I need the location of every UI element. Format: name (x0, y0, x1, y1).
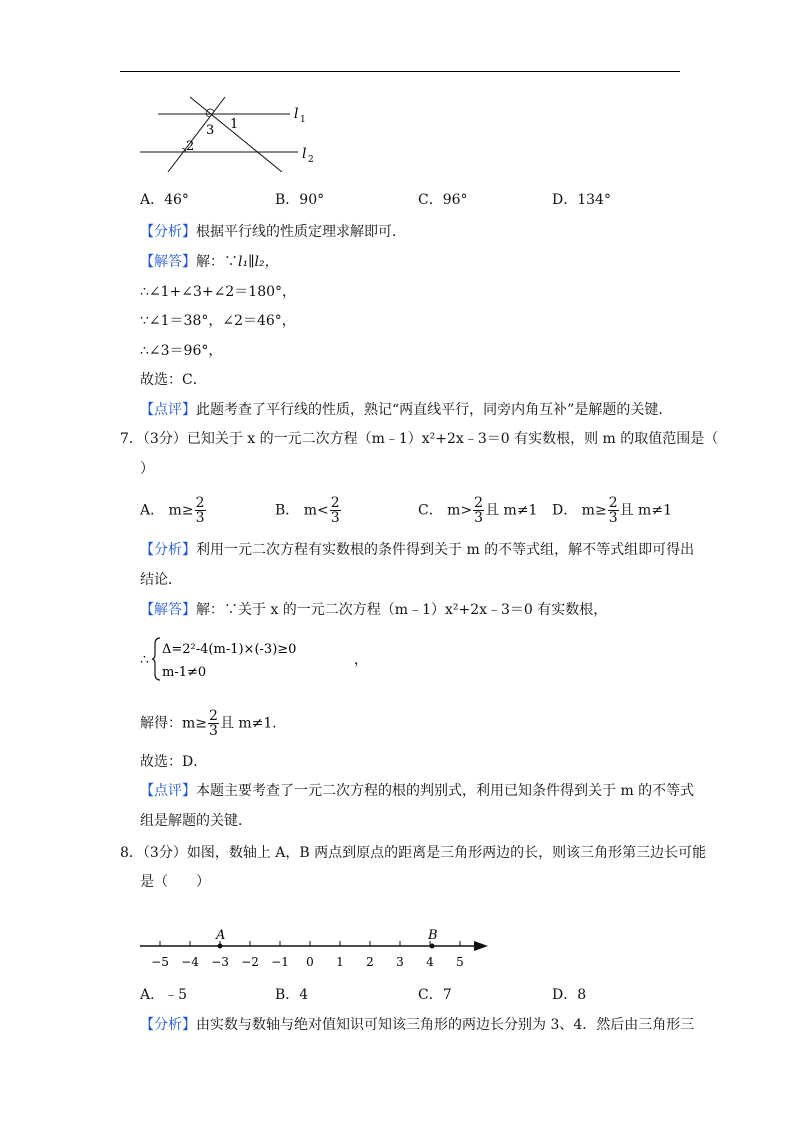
q8-option-c: C．7 (418, 987, 452, 1003)
q8-option-a: A．﹣5 (140, 987, 188, 1003)
q6-option-b: B．90° (275, 192, 325, 208)
q7-option-c: C． m> $\frac{2}{3}$ 且 m≠1 (418, 495, 538, 526)
q7-system-comma: ， (354, 652, 368, 668)
q6-step3: ∴∠3＝96°， (140, 343, 223, 359)
number-line-figure (130, 922, 500, 972)
tick-label: 5 (456, 955, 464, 969)
transversal-1 (168, 97, 225, 172)
tick-label: 3 (396, 955, 404, 969)
q8-stem-line2: 是（ ） (140, 874, 210, 890)
tick-label: −3 (211, 955, 229, 969)
q8-option-b: B．4 (275, 987, 309, 1003)
label-l1-sub: 1 (300, 115, 306, 125)
q7-analysis-line1: 【分析】利用一元二次方程有实数根的条件得到关于 m 的不等式组，解不等式组即可得出 (140, 542, 695, 558)
tick-label: 4 (426, 955, 434, 969)
q7-stem-line2: ） (140, 461, 154, 477)
q7-option-a: A． m≥ $\frac{2}{3}$ (140, 495, 205, 526)
tick-label: 0 (306, 955, 314, 969)
q7-analysis-line2: 结论． (140, 572, 182, 588)
parallel-lines-figure (130, 92, 330, 172)
q6-option-c: C．96° (418, 192, 468, 208)
q7-inequality-system (152, 634, 372, 684)
point-b-dot (430, 944, 435, 949)
system-line1: Δ=2²-4(m-1)×(-3)≥0 (162, 642, 297, 657)
q6-step2: ∵∠1＝38°，∠2＝46°， (140, 313, 296, 329)
q7-comment-line2: 组是解题的关键． (140, 813, 252, 829)
angle-1-label: 1 (230, 117, 239, 132)
point-b-label: B (428, 928, 438, 943)
q6-option-d: D．134° (552, 192, 611, 208)
number-line-arrow (474, 941, 488, 951)
tick-label: 2 (366, 955, 374, 969)
header-rule (120, 71, 680, 72)
q6-choose: 故选：C． (140, 372, 207, 388)
q7-choose: 故选：D． (140, 754, 208, 770)
q8-analysis: 【分析】由实数与数轴与绝对值知识可知该三角形的两边长分别为 3、4．然后由三角形三 (140, 1017, 695, 1033)
transversal-2 (190, 97, 282, 172)
q7-comment-line1: 【点评】本题主要考查了一元二次方程的根的判别式，利用已知条件得到关于 m 的不等式 (140, 783, 695, 799)
q7-solve: 解得：m≥ $\frac{2}{3}$ 且 m≠1． (140, 708, 287, 739)
q6-step1: ∴∠1+∠3+∠2＝180°， (140, 284, 297, 300)
q6-comment: 【点评】此题考查了平行线的性质，熟记“两直线平行，同旁内角互补”是解题的关键． (140, 402, 673, 418)
q7-therefore: ∴ (140, 652, 149, 668)
system-line2: m-1≠0 (162, 665, 207, 680)
angle-3-label: 3 (206, 123, 215, 138)
point-a-label: A (216, 928, 226, 943)
q6-option-a: A．46° (140, 192, 189, 208)
q8-option-d: D．8 (552, 987, 587, 1003)
angle-2-label: 2 (186, 139, 195, 154)
label-l1: l (294, 106, 299, 122)
tick-label: −5 (151, 955, 169, 969)
label-l2-sub: 2 (308, 155, 314, 165)
q8-stem-line1: 8．（3分）如图，数轴上 A，B 两点到原点的距离是三角形两边的长，则该三角形第三边长可能 (120, 845, 707, 861)
q7-stem-line1: 7．（3分）已知关于 x 的一元二次方程（m﹣1）x²+2x﹣3＝0 有实数根，则 m 的取值范围是（ (120, 431, 719, 447)
q6-analysis: 【分析】根据平行线的性质定理求解即可． (140, 224, 406, 240)
q7-answer: 【解答】解：∵关于 x 的一元二次方程（m﹣1）x²+2x﹣3＝0 有实数根， (140, 602, 608, 618)
q7-option-d: D． m≥ $\frac{2}{3}$ 且 m≠1 (552, 495, 672, 526)
point-a-dot (218, 944, 223, 949)
tick-label: −2 (241, 955, 259, 969)
q6-answer: 【解答】解：∵l₁∥l₂， (140, 254, 279, 270)
tick-label: 1 (336, 955, 344, 969)
tick-label: −1 (271, 955, 289, 969)
tick-label: −4 (181, 955, 199, 969)
label-l2: l (302, 146, 307, 162)
q7-option-b: B． m< $\frac{2}{3}$ (275, 495, 340, 526)
